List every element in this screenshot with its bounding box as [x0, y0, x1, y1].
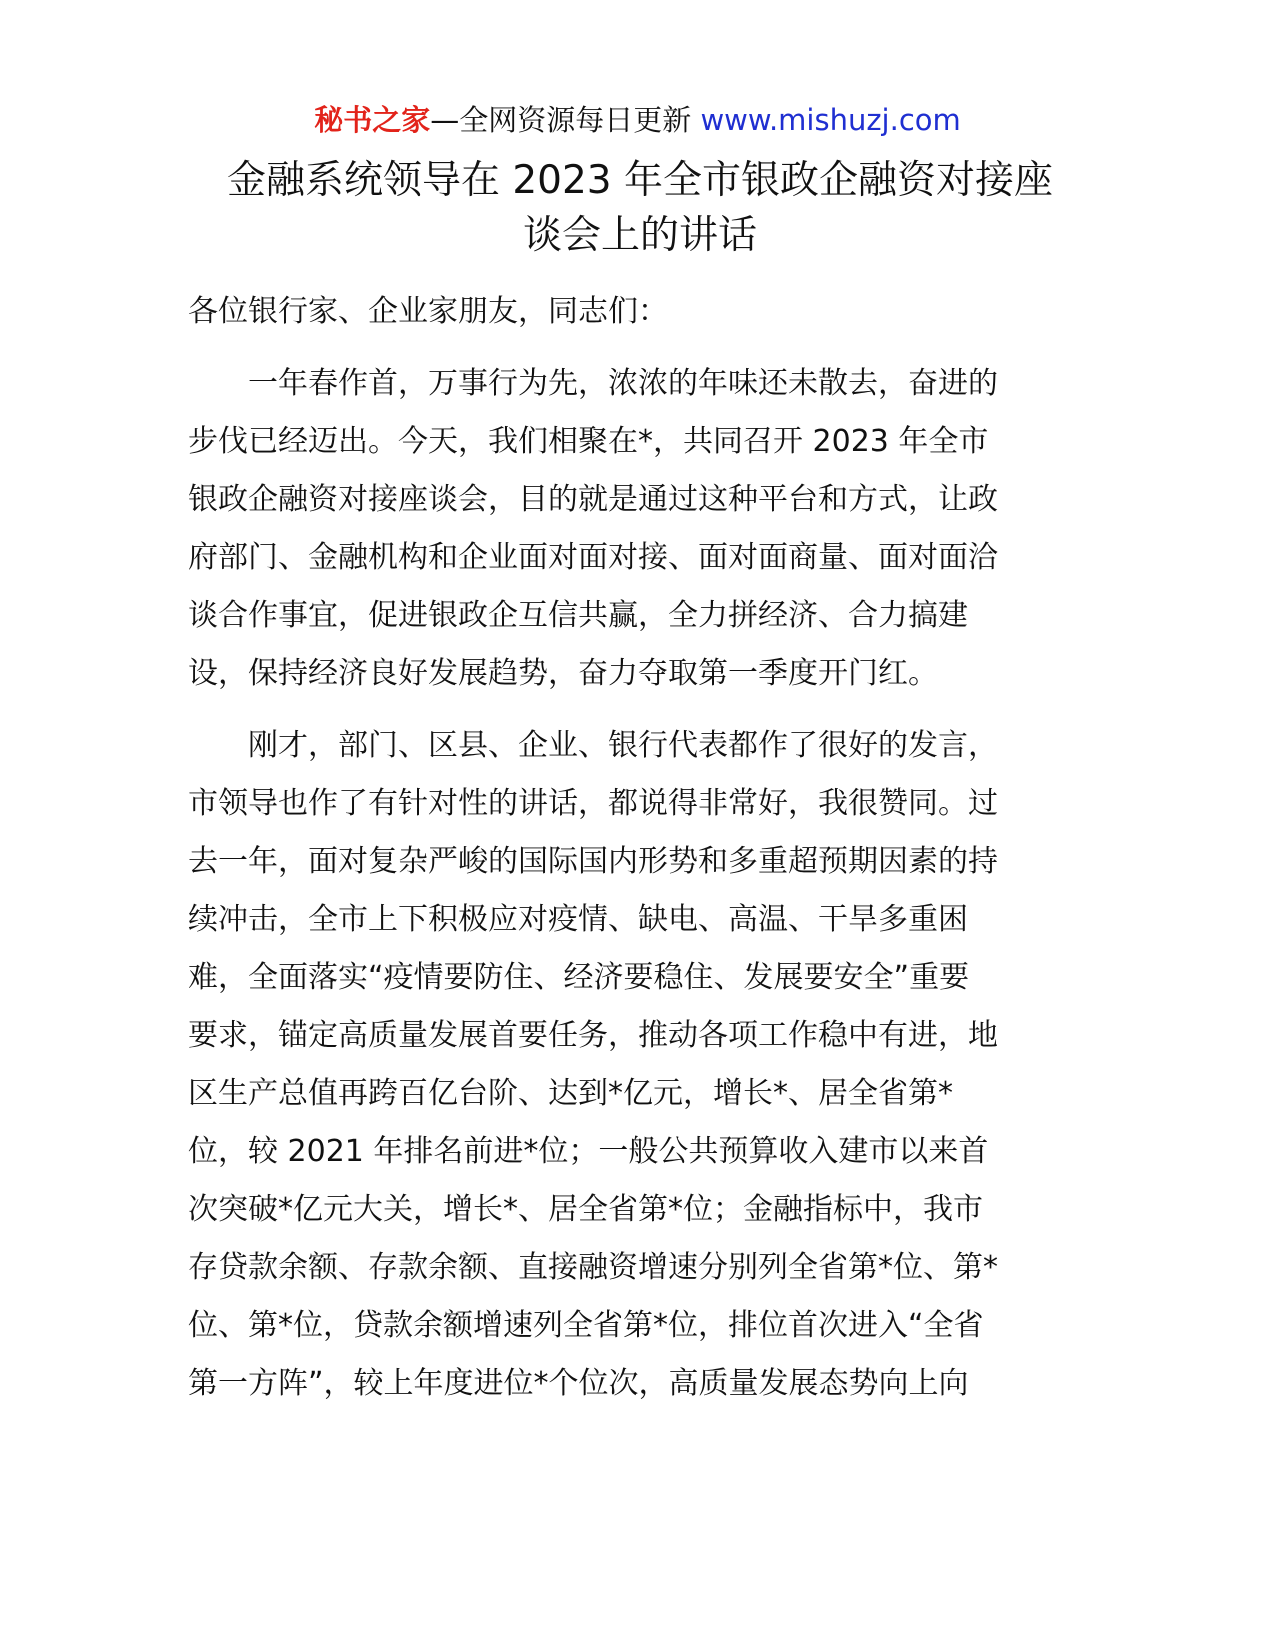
paragraph-line: 去一年，面对复杂严峻的国际国内形势和多重超预期因素的持: [188, 844, 998, 879]
paragraph-line: 府部门、金融机构和企业面对面对接、面对面商量、面对面洽: [188, 540, 998, 575]
paragraph-line: 存贷款余额、存款余额、直接融资增速分别列全省第*位、第*: [188, 1250, 998, 1285]
paragraph-line: 谈合作事宜，促进银政企互信共赢，全力拼经济、合力搞建: [188, 598, 968, 633]
paragraph-2: [188, 717, 1093, 1413]
brand-name: 秘书之家: [314, 103, 431, 137]
paragraph-line: 续冲击，全市上下积极应对疫情、缺电、高温、干旱多重困: [188, 902, 968, 937]
paragraph-1: [188, 355, 1093, 703]
site-banner: [0, 100, 1275, 140]
paragraph-line: 第一方阵”，较上年度进位*个位次，高质量发展态势向上向: [188, 1366, 969, 1401]
paragraph-line: 次突破*亿元大关，增长*、居全省第*位；金融指标中，我市: [188, 1192, 983, 1227]
site-url-link[interactable]: www.mishuzj.com: [700, 103, 961, 137]
paragraph-line: 位、第*位，贷款余额增速列全省第*位，排位首次进入“全省: [188, 1308, 984, 1343]
paragraph-line: 银政企融资对接座谈会，目的就是通过这种平台和方式，让政: [188, 482, 998, 517]
document-title-line-2: 谈会上的讲话: [522, 213, 757, 258]
paragraph-line: 步伐已经迈出。今天，我们相聚在*，共同召开 2023 年全市: [188, 424, 989, 459]
paragraph-line: 刚才，部门、区县、企业、银行代表都作了很好的发言，: [188, 728, 998, 763]
paragraph-line: 区生产总值再跨百亿台阶、达到*亿元，增长*、居全省第*: [188, 1076, 953, 1111]
greeting: 各位银行家、企业家朋友，同志们：: [188, 294, 668, 329]
document-title-line-1: 金融系统领导在 2023 年全市银政企融资对接座: [226, 158, 1054, 203]
paragraph-line: 市领导也作了有针对性的讲话，都说得非常好，我很赞同。过: [188, 786, 998, 821]
paragraph-line: 设，保持经济良好发展趋势，奋力夺取第一季度开门红。: [188, 656, 938, 691]
paragraph-line: 一年春作首，万事行为先，浓浓的年味还未散去，奋进的: [188, 366, 998, 401]
paragraph-line: 要求，锚定高质量发展首要任务，推动各项工作稳中有进，地: [188, 1018, 998, 1053]
paragraph-line: 难，全面落实“疫情要防住、经济要稳住、发展要安全”重要: [188, 960, 970, 995]
banner-tagline: —全网资源每日更新: [430, 103, 701, 137]
paragraph-line: 位，较 2021 年排名前进*位；一般公共预算收入建市以来首: [188, 1134, 989, 1169]
